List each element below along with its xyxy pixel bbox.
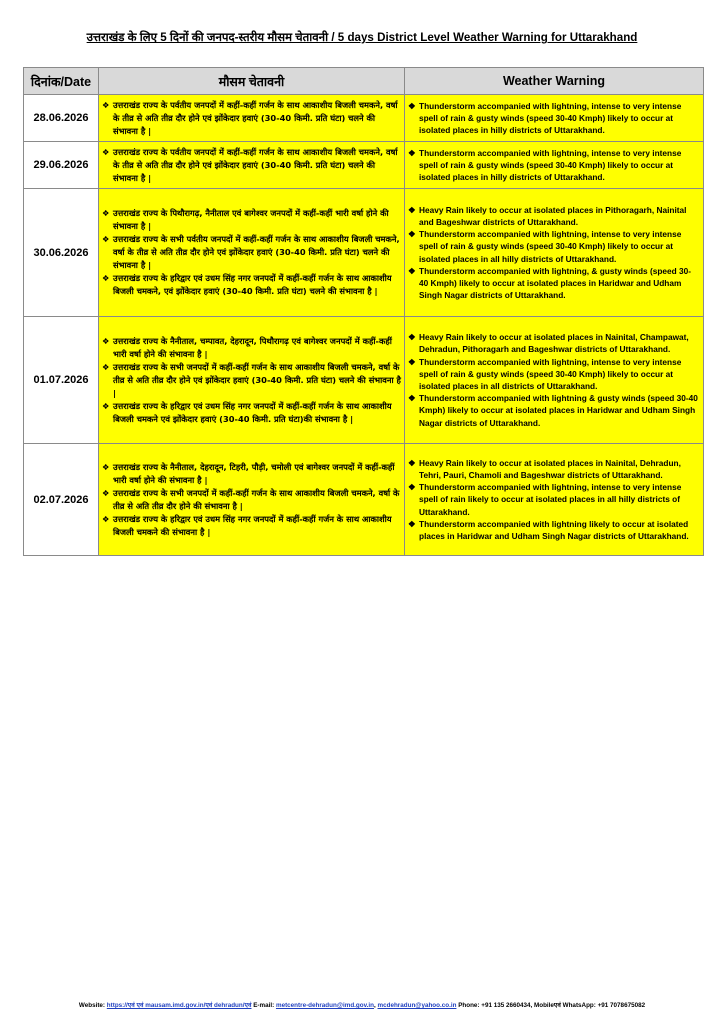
diamond-bullet-icon: ❖ (408, 356, 416, 367)
table-row (24, 189, 704, 317)
hindi-warning-column-header: मौसम चेतावनी (99, 68, 405, 95)
website-link[interactable]: https://एवं एवं mausam.imd.gov.in/एवं dehradun/एवं (106, 1002, 252, 1009)
phone-info: Phone: +91 135 2660434, Mobileएवं WhatsApp: +91 7078675082 (458, 1002, 646, 1009)
diamond-bullet-icon: ❖ (102, 335, 110, 346)
warning-item (102, 99, 401, 138)
warning-item (408, 204, 700, 228)
warning-item (102, 487, 401, 513)
warning-text: उत्तराखंड राज्य के पर्वतीय जनपदों में कहीं-कहीं गर्जन के साथ आकाशीय बिजली चमकने, वर्षा के तीव्र से अति तीव्र दौर होने एवं झोंकेदार हवाएं (30-40 किमी. प्रति घंटा) चलने की संभावना है | (113, 146, 398, 183)
hindi-warning-list (102, 335, 401, 426)
hindi-warning-list (102, 207, 401, 298)
warning-text: Heavy Rain likely to occur at isolated places in Pithoragarh, Nainital and Bageshwar districts of Uttarakhand. (419, 204, 687, 227)
diamond-bullet-icon: ❖ (102, 99, 110, 110)
english-warning-list (408, 100, 700, 137)
warning-text: उत्तराखंड राज्य के नैनीताल, चम्पावत, देहरादून, पिथौरागढ़ एवं बागेश्वर जनपदों में कहीं-कहीं भारी वर्षा होने की संभावना है | (113, 335, 392, 359)
warning-text: उत्तराखंड राज्य के नैनीताल, देहरादून, टिहरी, पौड़ी, चमोली एवं बागेश्वर जनपदों में कहीं-कहीं भारी वर्षा होने की संभावना है | (113, 461, 395, 485)
warning-text: उत्तराखंड राज्य के हरिद्वार एवं उधम सिंह नगर जनपदों में कहीं-कहीं गर्जन के साथ आकाशीय बिजली चमकने एवं झोंकेदार हवाएं (30-40 किमी. प्रति घंटा)की संभावना है | (113, 400, 392, 424)
email-link-primary[interactable]: metcentre-dehradun@imd.gov.in (275, 1002, 375, 1009)
warning-item (102, 146, 401, 185)
warning-item (408, 457, 700, 481)
warning-text: Thunderstorm accompanied with lightning, intense to very intense spell of rain likely to occur at isolated places in all hilly districts of Uttarakhand. (419, 482, 682, 517)
table-row (24, 95, 704, 142)
english-warning-cell (405, 95, 704, 142)
diamond-bullet-icon: ❖ (408, 332, 416, 343)
warning-item (102, 400, 401, 426)
warning-text: Thunderstorm accompanied with lightning likely to occur at isolated places in Haridwar and Udham Singh Nagar districts of Uttarakhand. (419, 518, 689, 541)
diamond-bullet-icon: ❖ (408, 518, 416, 529)
warning-text: Thunderstorm accompanied with lightning, intense to very intense spell of rain & gusty winds (speed 30-40 Kmph) likely to occur at isolated places in all hilly districts of Uttarakhand. (419, 229, 682, 264)
warning-text: उत्तराखंड राज्य के पिथौरागढ़, नैनीताल एवं बागेश्वर जनपदों में कहीं-कहीं भारी वर्षा होने की संभावना है | (113, 208, 389, 231)
english-warning-list (408, 457, 700, 542)
warning-text: उत्तराखंड राज्य के सभी जनपदों में कहीं-कहीं गर्जन के साथ आकाशीय बिजली चमकने, वर्षा के तीव्र से अति तीव्र दौर होने की संभावना है | (113, 487, 400, 511)
diamond-bullet-icon: ❖ (102, 487, 110, 498)
diamond-bullet-icon: ❖ (102, 361, 110, 372)
email-link-secondary[interactable]: mcdehradun@yahoo.co.in (377, 1002, 457, 1009)
diamond-bullet-icon: ❖ (408, 204, 416, 215)
table-row (24, 317, 704, 444)
warning-text: उत्तराखंड राज्य के हरिद्वार एवं उधम सिंह नगर जनपदों में कहीं-कहीं गर्जन के साथ आकाशीय बिजली चमकने की संभावना है | (113, 513, 392, 537)
english-warning-list (408, 204, 700, 302)
warning-text: उत्तराखंड राज्य के सभी पर्वतीय जनपदों में कहीं-कहीं गर्जन के साथ आकाशीय बिजली चमकने, वर्षा के तीव्र से अति तीव्र दौर होने एवं झोंकेदार हवाएं (30-40 किमी. प्रति घंटा) चलने की संभावना है | (113, 234, 400, 270)
date-cell: 01.07.2026 (24, 317, 99, 444)
diamond-bullet-icon: ❖ (102, 146, 110, 157)
warning-text: उत्तराखंड राज्य के हरिद्वार एवं उधम सिंह नगर जनपदों में कहीं-कहीं गर्जन के साथ आकाशीय बिजली चमकने, एवं झोंकेदार हवाएं (30-40 किमी. प्रति घंटा) चलने की संभावना है | (113, 273, 392, 296)
warning-item (102, 461, 401, 487)
diamond-bullet-icon: ❖ (102, 513, 110, 524)
website-label: Website: (78, 1002, 106, 1009)
hindi-warning-list (102, 461, 401, 539)
table-row (24, 444, 704, 556)
hindi-warning-list (102, 146, 401, 185)
table-row (24, 142, 704, 189)
warning-item (102, 272, 401, 298)
english-warning-list (408, 147, 700, 184)
hindi-warning-cell (99, 189, 405, 317)
warning-item (408, 518, 700, 542)
date-cell: 02.07.2026 (24, 444, 99, 556)
diamond-bullet-icon: ❖ (102, 234, 110, 244)
warning-text: Thunderstorm accompanied with lightning & gusty winds (speed 30-40 Kmph) likely to occur at isolated places in Haridwar and Udham Singh Nagar districts of Uttarakhand. (419, 393, 698, 428)
warning-item (102, 335, 401, 361)
warning-table (23, 67, 704, 556)
diamond-bullet-icon: ❖ (102, 208, 110, 218)
warning-item (408, 228, 700, 265)
warning-text: Thunderstorm accompanied with lightning, & gusty winds (speed 30-40 Kmph) likely to occur at isolated places in Haridwar and Udham Singh Nagar districts of Uttarakhand. (419, 265, 691, 301)
diamond-bullet-icon: ❖ (408, 147, 416, 158)
page-footer: Website: https://एवं एवं mausam.imd.gov.in/एवं dehradun/एवं E-mail: metcentre-dehradun@imd.gov.in, mcdehradun@yahoo.co.in Phone: +91 135 2660434, Mobileएवं WhatsApp: +91 7078675082 (78, 1002, 646, 1009)
page-title: उत्तराखंड के लिए 5 दिनों की जनपद-स्तरीय मौसम चेतावनी / 5 days District Level Weather Warning for Uttarakhand (86, 31, 638, 44)
hindi-warning-list (102, 99, 401, 138)
date-cell: 29.06.2026 (24, 142, 99, 189)
warning-item (102, 233, 401, 272)
english-warning-cell (405, 317, 704, 444)
english-warning-cell (405, 189, 704, 317)
hindi-warning-cell (99, 95, 405, 142)
english-warning-cell (405, 444, 704, 556)
diamond-bullet-icon: ❖ (408, 457, 416, 468)
diamond-bullet-icon: ❖ (102, 273, 110, 283)
date-column-header: दिनांक/Date (24, 68, 99, 95)
warning-text: Heavy Rain likely to occur at isolated places in Nainital, Dehradun, Tehri, Pauri, Chamoli and Bageshwar districts of Uttarakhand. (419, 457, 681, 480)
warning-item (408, 100, 700, 137)
diamond-bullet-icon: ❖ (408, 100, 416, 111)
diamond-bullet-icon: ❖ (408, 393, 416, 404)
warning-item (408, 331, 700, 355)
warning-item (408, 481, 700, 518)
email-label: E-mail: (253, 1002, 275, 1009)
english-warning-cell (405, 142, 704, 189)
date-cell: 30.06.2026 (24, 189, 99, 317)
warning-item (408, 147, 700, 184)
warning-text: Thunderstorm accompanied with lightning, intense to very intense spell of rain & gusty winds (speed 30-40 Kmph) likely to occur at isolated places in hilly districts of Uttarakhand. (419, 100, 682, 136)
warning-text: उत्तराखंड राज्य के सभी जनपदों में कहीं-कहीं गर्जन के साथ आकाशीय बिजली चमकने, वर्षा के तीव्र से अति तीव्र दौर होने एवं झोंकेदार हवाएं (30-40 किमी. प्रति घंटा) चलने की संभावना है | (113, 361, 401, 398)
warning-item (102, 361, 401, 400)
warning-item (102, 513, 401, 539)
warning-item (102, 207, 401, 233)
hindi-warning-cell (99, 444, 405, 556)
warning-item (408, 356, 700, 393)
english-warning-column-header: Weather Warning (405, 68, 704, 95)
hindi-warning-cell (99, 317, 405, 444)
warning-item (408, 392, 700, 429)
table-header-row (24, 68, 704, 95)
date-cell: 28.06.2026 (24, 95, 99, 142)
diamond-bullet-icon: ❖ (408, 265, 416, 276)
warning-text: Heavy Rain likely to occur at isolated places in Nainital, Champawat, Dehradun, Pithoragarh and Bageshwar districts of Uttarakhand. (419, 332, 689, 355)
diamond-bullet-icon: ❖ (102, 461, 110, 472)
warning-text: Thunderstorm accompanied with lightning, intense to very intense spell of rain & gusty winds (speed 30-40 Kmph) likely to occur at isolated places in hilly districts of Uttarakhand. (419, 147, 682, 183)
diamond-bullet-icon: ❖ (102, 400, 110, 411)
diamond-bullet-icon: ❖ (408, 482, 416, 493)
hindi-warning-cell (99, 142, 405, 189)
warning-text: उत्तराखंड राज्य के पर्वतीय जनपदों में कहीं-कहीं गर्जन के साथ आकाशीय बिजली चमकने, वर्षा के तीव्र से अति तीव्र दौर होने एवं झोंकेदार हवाएं (30-40 किमी. प्रति घंटा) चलने की संभावना है | (113, 99, 398, 136)
warning-text: Thunderstorm accompanied with lightning, intense to very intense spell of rain & gusty winds (speed 30-40 Kmph) likely to occur at isolated places in all districts of Uttarakhand. (419, 356, 682, 391)
diamond-bullet-icon: ❖ (408, 229, 416, 240)
english-warning-list (408, 331, 700, 429)
warning-item (408, 265, 700, 302)
